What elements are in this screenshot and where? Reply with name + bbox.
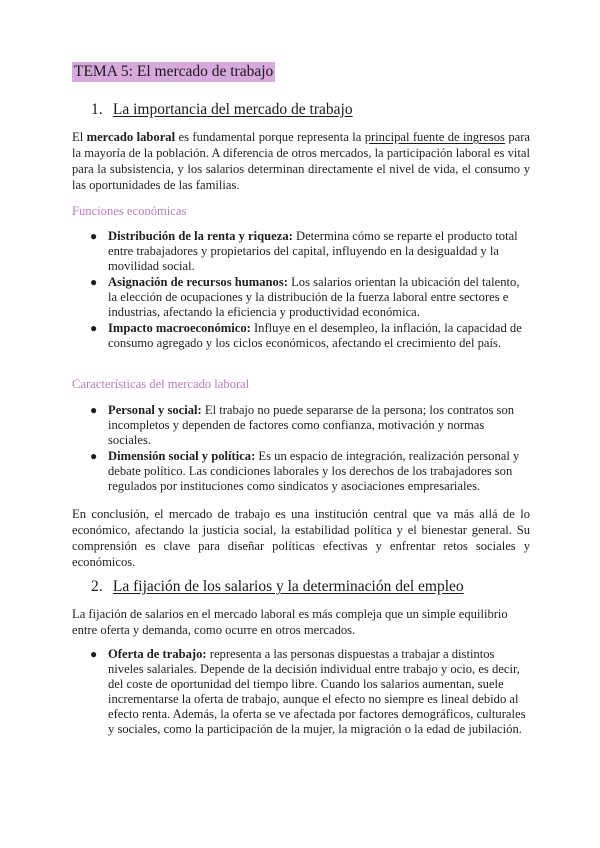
list-item-term: Asignación de recursos humanos:	[108, 275, 288, 289]
intro-underlined-term: principal fuente de ingresos	[364, 130, 505, 144]
section-2-heading	[91, 577, 464, 597]
section-2-title: La fijación de los salarios y la determinación del empleo	[112, 578, 464, 595]
list-item-term: Dimensión social y política:	[108, 449, 256, 463]
section-2-number: 2.	[91, 578, 103, 595]
list-item	[90, 449, 530, 494]
list-item-term: Personal y social:	[108, 403, 202, 417]
list-item	[90, 321, 530, 351]
characteristics-list	[90, 403, 530, 495]
section-1-number: 1.	[91, 101, 103, 118]
subheading-characteristics: Características del mercado laboral	[72, 377, 250, 391]
list-item	[90, 275, 530, 320]
list-item-text: representa a las personas dispuestas a trabajar a distintos niveles salariales. Depende de la decisión individual entre trabajo y ocio, es decir, del coste de oportunidad del tiempo libre. Cuando los salarios aumentan, suele incrementarse la oferta de trabajo, aunque el efecto no siempre es lineal debido al efecto renta. Además, la oferta se ve afectada por factores demográficos, culturales y sociales, como la participación de la mujer, la migración o la edad de jubilación.	[108, 647, 526, 736]
list-item	[90, 229, 530, 274]
list-item-text: Influye en el desempleo, la inflación, la capacidad de consumo agregado y los ciclos económicos, afectando el crecimiento del país.	[108, 321, 522, 350]
intro-text-2: es fundamental porque representa la	[175, 130, 365, 144]
intro-bold-term: mercado laboral	[86, 130, 176, 144]
list-item-term: Oferta de trabajo:	[108, 647, 207, 661]
section-1-title: La importancia del mercado de trabajo	[112, 101, 353, 118]
bullet-icon: ●	[90, 647, 98, 661]
list-item-text: El trabajo no puede separarse de la persona; los contratos son incompletos y dependen de factores como confianza, motivación y normas sociales.	[108, 403, 515, 447]
functions-list	[90, 229, 530, 352]
intro-text-1: El	[72, 130, 87, 144]
section-1-conclusion: En conclusión, el mercado de trabajo es una institución central que va más allá de lo económico, afectando la justicia social, la estabilidad política y el bienestar general. Su comprensión es clave para diseñar políticas efectivas y enfrentar retos sociales y económicos.	[72, 507, 530, 569]
list-item-term: Impacto macroeconómico:	[108, 321, 251, 335]
list-item-text: Determina cómo se reparte el producto total entre trabajadores y propietarios del capital, influyendo en la desigualdad y la movilidad social.	[108, 229, 518, 273]
list-item	[90, 403, 530, 448]
list-item-text: Es un espacio de integración, realización personal y debate político. Las condiciones laborales y los derechos de los trabajadores son regulados por instituciones como sindicatos y asociaciones empresariales.	[108, 449, 520, 493]
bullet-icon: ●	[90, 275, 98, 289]
section-1-heading	[91, 100, 353, 120]
bullet-icon: ●	[90, 403, 98, 417]
list-item	[90, 647, 530, 737]
page-title: TEMA 5: El mercado de trabajo	[74, 63, 274, 80]
bullet-icon: ●	[90, 449, 98, 463]
bullet-icon: ●	[90, 229, 98, 243]
section-2-intro: La fijación de salarios en el mercado laboral es más compleja que un simple equilibrio entre oferta y demanda, como ocurre en otros mercados.	[72, 607, 508, 637]
section-2-list	[90, 647, 530, 738]
list-item-term: Distribución de la renta y riqueza:	[108, 229, 293, 243]
intro-text-3: para la mayoría de la población. A diferencia de otros mercados, la participación laboral es vital para la subsistencia, y los salarios determinan directamente el nivel de vida, el consumo y las oportunidades de las familias.	[72, 130, 531, 192]
list-item-text: Los salarios orientan la ubicación del talento, la elección de ocupaciones y la distribución de la fuerza laboral entre sectores e industrias, afectando la eficiencia y productividad económica.	[108, 275, 520, 319]
section-1-intro	[72, 129, 530, 193]
title-container	[72, 62, 275, 82]
subheading-functions: Funciones económicas	[72, 204, 187, 218]
bullet-icon: ●	[90, 321, 98, 335]
